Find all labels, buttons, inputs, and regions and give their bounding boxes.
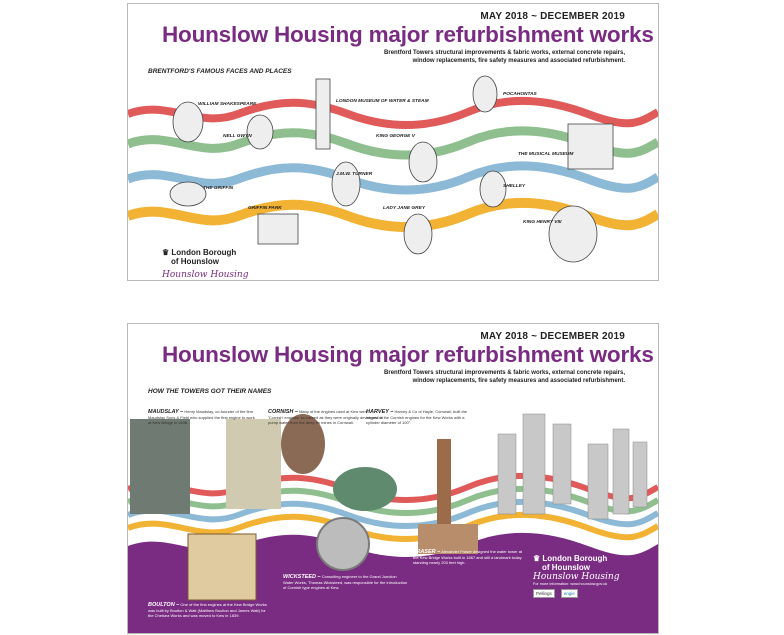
caption-maudslay: MAUDSLAY – Henry Maudslay, co-founder of the firm Maudslay Sons & Field who supplied the first engine to work at Kew Bridge in 1838. <box>148 409 255 425</box>
caption-boulton: BOULTON – One of the first engines at the Kew Bridge Works was built by Boulton & Watt (Matthew Boulton and James Watt) for the Chelsea Works and was moved to Kew in 1839. <box>148 602 267 618</box>
label-shelley: SHELLEY <box>503 184 526 189</box>
section-heading: HOW THE TOWERS GOT THEIR NAMES <box>148 388 272 395</box>
subtitle: Brentford Towers structural improvements & fabric works, external concrete repairs, window replacements, fire safety measures and associated refurbishment. <box>384 50 625 64</box>
partner-pellings: Pellings <box>533 589 555 598</box>
crest-icon: ♛ <box>533 554 541 563</box>
org-name: ♛ London Borough of Hounslow <box>533 554 608 572</box>
more-info: For more information: www.hounslow.gov.uk <box>533 582 608 586</box>
partner-logos <box>533 589 619 598</box>
caption-harvey: HARVEY – Harvey & Co of Hayle, Cornwall, built the largest of the Cornish engines for the Kew Works with a cylinder diameter of 100". <box>366 409 468 425</box>
partner-engie: engie <box>561 589 578 598</box>
label-pocahontas: POCAHONTAS <box>503 92 537 97</box>
poster-tower-names <box>127 323 659 634</box>
label-shakespeare: WILLIAM SHAKESPEARE <box>198 102 257 107</box>
brand-name: Hounslow Housing <box>533 572 620 582</box>
page-title: Hounslow Housing major refurbishment works <box>162 342 654 367</box>
subtitle: Brentford Towers structural improvements & fabric works, external concrete repairs, window replacements, fire safety measures and associated refurbishment. <box>384 370 625 384</box>
brand-name: Hounslow Housing <box>162 270 249 280</box>
caption-wicksteed: WICKSTEED – Consulting engineer to the Grand Junction Water Works, Thomas Wicksteed, was responsible for the introduction of Cornish type engines at Kew. <box>283 574 408 590</box>
caption-cornish: CORNISH – Many of the engines used at Kew were 'Cornish' engines, so named as they were originally developed to pump water from the deep tin mines in Cornwall. <box>268 409 383 425</box>
label-lady-jane-grey: LADY JANE GREY <box>383 206 426 211</box>
org-name: ♛ London Borough of Hounslow <box>162 248 237 266</box>
label-king-george: KING GEORGE V <box>376 134 415 139</box>
footer-logos <box>533 554 619 598</box>
label-griffin-park: GRIFFIN PARK <box>248 206 282 211</box>
label-turner: J.M.W. TURNER <box>336 172 373 177</box>
caption-fraser: FRASER – Alexander Fraser designed the water tower at the Kew Bridge Works built in 1867 and still a landmark today standing nearly 200 feet high. <box>413 549 523 565</box>
dates: MAY 2018 ~ DECEMBER 2019 <box>480 11 625 22</box>
dates: MAY 2018 ~ DECEMBER 2019 <box>480 331 625 342</box>
section-heading: BRENTFORD'S FAMOUS FACES AND PLACES <box>148 68 292 75</box>
page-title: Hounslow Housing major refurbishment works <box>162 22 654 47</box>
crest-icon: ♛ <box>162 248 170 257</box>
label-griffin: THE GRIFFIN <box>203 186 234 191</box>
label-museum-water-steam: LONDON MUSEUM OF WATER & STEAM <box>336 99 429 104</box>
label-king-henry: KING HENRY VIII <box>523 220 562 225</box>
footer-logos <box>162 248 236 266</box>
poster-faces-and-places <box>127 3 659 281</box>
label-nell-gwyn: NELL GWYN <box>223 134 252 139</box>
label-musical-museum: THE MUSICAL MUSEUM <box>518 152 574 157</box>
